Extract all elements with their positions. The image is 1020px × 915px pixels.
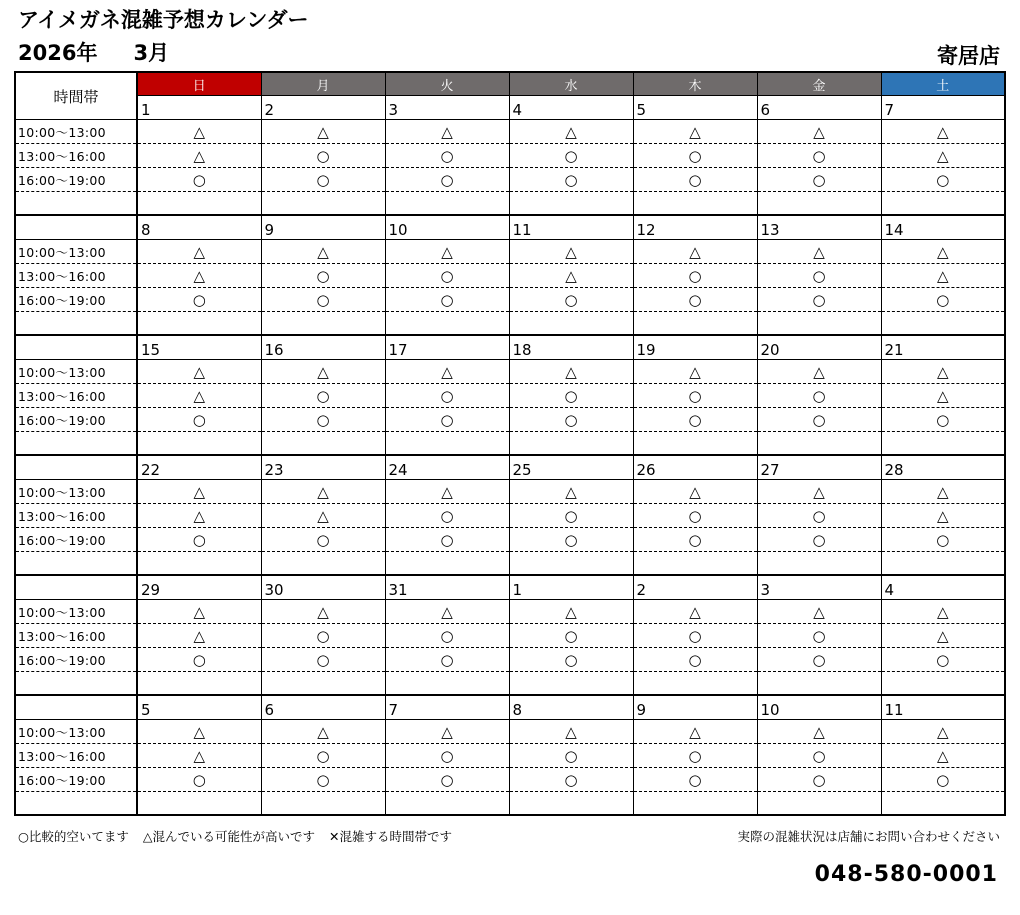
congestion-mark: △: [881, 600, 1005, 624]
congestion-mark: ○: [757, 288, 881, 312]
congestion-mark: ○: [261, 168, 385, 192]
time-slot-label: 13:00〜16:00: [15, 744, 137, 768]
congestion-mark: △: [509, 360, 633, 384]
weekday-header: 土: [881, 72, 1005, 96]
blank-cell: [137, 312, 261, 336]
congestion-mark: ○: [385, 168, 509, 192]
time-slot-label: 13:00〜16:00: [15, 624, 137, 648]
congestion-mark: △: [385, 360, 509, 384]
week-date-row: [15, 575, 1005, 600]
time-slot-row: [15, 408, 1005, 432]
blank-cell: [881, 432, 1005, 456]
date-cell: 1: [137, 96, 261, 120]
date-cell: 25: [509, 455, 633, 480]
congestion-mark: △: [385, 480, 509, 504]
page-title: アイメガネ混雑予想カレンダー: [18, 8, 309, 32]
month-label: 3月: [133, 41, 170, 65]
blank-cell: [385, 192, 509, 216]
congestion-mark: △: [633, 360, 757, 384]
date-cell: 28: [881, 455, 1005, 480]
congestion-mark: ○: [633, 528, 757, 552]
congestion-mark: ○: [633, 288, 757, 312]
congestion-mark: △: [881, 264, 1005, 288]
time-column-header: 時間帯: [15, 72, 137, 120]
blank-cell: [137, 792, 261, 816]
congestion-mark: ○: [385, 768, 509, 792]
congestion-mark: ○: [137, 288, 261, 312]
congestion-mark: ○: [757, 768, 881, 792]
congestion-mark: △: [509, 720, 633, 744]
blank-cell: [385, 312, 509, 336]
congestion-mark: △: [509, 480, 633, 504]
date-cell: 11: [881, 695, 1005, 720]
date-cell: 16: [261, 335, 385, 360]
congestion-mark: ○: [261, 648, 385, 672]
congestion-mark: ○: [261, 264, 385, 288]
time-slot-row: [15, 120, 1005, 144]
congestion-mark: △: [261, 720, 385, 744]
congestion-mark: △: [757, 360, 881, 384]
congestion-mark: △: [757, 120, 881, 144]
congestion-mark: △: [137, 744, 261, 768]
weekday-header: 水: [509, 72, 633, 96]
congestion-mark: △: [881, 480, 1005, 504]
time-blank-cell: [15, 695, 137, 720]
weekday-header: 火: [385, 72, 509, 96]
blank-cell: [633, 432, 757, 456]
date-cell: 8: [137, 215, 261, 240]
date-cell: 9: [261, 215, 385, 240]
congestion-mark: ○: [261, 384, 385, 408]
blank-cell: [385, 672, 509, 696]
congestion-mark: ○: [509, 168, 633, 192]
date-cell: 5: [633, 96, 757, 120]
date-cell: 10: [385, 215, 509, 240]
congestion-mark: ○: [633, 504, 757, 528]
blank-cell: [137, 432, 261, 456]
time-slot-row: [15, 744, 1005, 768]
congestion-mark: △: [261, 504, 385, 528]
congestion-mark: ○: [757, 144, 881, 168]
time-slot-label: 16:00〜19:00: [15, 288, 137, 312]
blank-cell: [509, 792, 633, 816]
time-slot-label: 13:00〜16:00: [15, 144, 137, 168]
congestion-mark: △: [137, 384, 261, 408]
weekday-header-row: [15, 72, 1005, 96]
time-slot-row: [15, 480, 1005, 504]
date-cell: 10: [757, 695, 881, 720]
congestion-mark: ○: [757, 624, 881, 648]
congestion-mark: △: [261, 120, 385, 144]
date-cell: 15: [137, 335, 261, 360]
blank-cell: [137, 672, 261, 696]
date-cell: 31: [385, 575, 509, 600]
blank-cell: [137, 552, 261, 576]
week-spacer-row: [15, 432, 1005, 456]
blank-cell: [633, 312, 757, 336]
congestion-mark: ○: [881, 168, 1005, 192]
date-cell: 2: [261, 96, 385, 120]
blank-cell: [633, 792, 757, 816]
congestion-mark: △: [137, 480, 261, 504]
congestion-mark: ○: [261, 288, 385, 312]
phone-number: 048-580-0001: [814, 862, 998, 887]
congestion-mark: ○: [757, 744, 881, 768]
time-slot-label: 16:00〜19:00: [15, 528, 137, 552]
congestion-mark: △: [509, 600, 633, 624]
week-spacer-row: [15, 192, 1005, 216]
date-cell: 30: [261, 575, 385, 600]
congestion-mark: ○: [509, 408, 633, 432]
congestion-mark: ○: [633, 264, 757, 288]
time-slot-row: [15, 288, 1005, 312]
blank-cell: [881, 192, 1005, 216]
weekday-header: 木: [633, 72, 757, 96]
date-cell: 18: [509, 335, 633, 360]
time-blank-cell: [15, 192, 137, 216]
time-blank-cell: [15, 335, 137, 360]
blank-cell: [261, 312, 385, 336]
date-cell: 6: [261, 695, 385, 720]
congestion-mark: ○: [137, 648, 261, 672]
blank-cell: [385, 432, 509, 456]
week-spacer-row: [15, 792, 1005, 816]
congestion-mark: △: [509, 120, 633, 144]
congestion-mark: ○: [385, 144, 509, 168]
date-cell: 6: [757, 96, 881, 120]
congestion-mark: ○: [509, 744, 633, 768]
congestion-mark: △: [137, 240, 261, 264]
date-cell: 21: [881, 335, 1005, 360]
date-cell: 9: [633, 695, 757, 720]
date-cell: 29: [137, 575, 261, 600]
congestion-mark: ○: [633, 408, 757, 432]
blank-cell: [757, 192, 881, 216]
blank-cell: [261, 552, 385, 576]
congestion-mark: ○: [137, 768, 261, 792]
congestion-mark: ○: [509, 144, 633, 168]
year-label: 2026年: [18, 41, 98, 65]
congestion-mark: ○: [757, 264, 881, 288]
time-slot-label: 16:00〜19:00: [15, 768, 137, 792]
blank-cell: [137, 192, 261, 216]
weekday-header: 金: [757, 72, 881, 96]
week-spacer-row: [15, 672, 1005, 696]
date-cell: 3: [385, 96, 509, 120]
congestion-mark: ○: [509, 288, 633, 312]
congestion-mark: △: [633, 480, 757, 504]
time-slot-row: [15, 264, 1005, 288]
congestion-mark: △: [385, 240, 509, 264]
congestion-mark: △: [881, 504, 1005, 528]
time-slot-label: 10:00〜13:00: [15, 120, 137, 144]
congestion-mark: △: [137, 720, 261, 744]
time-slot-row: [15, 648, 1005, 672]
legend: [18, 827, 462, 845]
time-slot-label: 10:00〜13:00: [15, 360, 137, 384]
congestion-mark: △: [881, 720, 1005, 744]
congestion-mark: ○: [881, 528, 1005, 552]
congestion-mark: ○: [757, 168, 881, 192]
date-cell: 7: [385, 695, 509, 720]
congestion-mark: ○: [881, 288, 1005, 312]
time-blank-cell: [15, 792, 137, 816]
congestion-mark: △: [137, 360, 261, 384]
time-blank-cell: [15, 312, 137, 336]
time-slot-label: 13:00〜16:00: [15, 504, 137, 528]
congestion-mark: △: [261, 600, 385, 624]
week-date-row: [15, 695, 1005, 720]
congestion-mark: ○: [633, 744, 757, 768]
time-slot-row: [15, 528, 1005, 552]
congestion-mark: △: [137, 504, 261, 528]
congestion-mark: △: [137, 120, 261, 144]
congestion-mark: ○: [385, 624, 509, 648]
congestion-mark: △: [261, 480, 385, 504]
date-cell: 3: [757, 575, 881, 600]
date-cell: 14: [881, 215, 1005, 240]
congestion-mark: △: [881, 120, 1005, 144]
blank-cell: [881, 672, 1005, 696]
congestion-mark: ○: [385, 384, 509, 408]
blank-cell: [633, 552, 757, 576]
blank-cell: [385, 552, 509, 576]
blank-cell: [633, 192, 757, 216]
congestion-mark: ○: [385, 408, 509, 432]
date-cell: 22: [137, 455, 261, 480]
congestion-mark: ○: [385, 528, 509, 552]
congestion-mark: △: [137, 144, 261, 168]
weekday-header: 月: [261, 72, 385, 96]
congestion-mark: △: [633, 120, 757, 144]
legend-item-likely-busy: △混んでいる可能性が高いです: [142, 829, 316, 844]
date-cell: 13: [757, 215, 881, 240]
week-date-row: [15, 96, 1005, 120]
date-cell: 8: [509, 695, 633, 720]
time-blank-cell: [15, 455, 137, 480]
congestion-mark: ○: [757, 504, 881, 528]
week-spacer-row: [15, 312, 1005, 336]
date-cell: 26: [633, 455, 757, 480]
congestion-mark: ○: [385, 648, 509, 672]
date-cell: 4: [509, 96, 633, 120]
congestion-mark: ○: [385, 744, 509, 768]
congestion-mark: ○: [385, 504, 509, 528]
time-slot-label: 10:00〜13:00: [15, 480, 137, 504]
date-cell: 19: [633, 335, 757, 360]
time-slot-row: [15, 360, 1005, 384]
time-slot-row: [15, 384, 1005, 408]
congestion-mark: ○: [261, 744, 385, 768]
congestion-mark: △: [261, 240, 385, 264]
time-slot-label: 16:00〜19:00: [15, 648, 137, 672]
congestion-mark: ○: [261, 144, 385, 168]
blank-cell: [881, 312, 1005, 336]
congestion-mark: △: [881, 240, 1005, 264]
blank-cell: [509, 312, 633, 336]
congestion-mark: △: [385, 720, 509, 744]
congestion-mark: ○: [509, 504, 633, 528]
time-slot-row: [15, 504, 1005, 528]
blank-cell: [261, 432, 385, 456]
congestion-mark: ○: [881, 408, 1005, 432]
week-date-row: [15, 455, 1005, 480]
blank-cell: [261, 792, 385, 816]
blank-cell: [509, 552, 633, 576]
congestion-mark: △: [757, 600, 881, 624]
congestion-mark: ○: [509, 648, 633, 672]
congestion-mark: ○: [137, 408, 261, 432]
congestion-mark: ○: [633, 624, 757, 648]
blank-cell: [881, 792, 1005, 816]
congestion-mark: ○: [261, 624, 385, 648]
congestion-mark: △: [137, 600, 261, 624]
congestion-mark: △: [509, 264, 633, 288]
date-cell: 20: [757, 335, 881, 360]
congestion-mark: △: [385, 120, 509, 144]
time-blank-cell: [15, 552, 137, 576]
congestion-mark: ○: [261, 528, 385, 552]
blank-cell: [509, 432, 633, 456]
congestion-mark: ○: [633, 768, 757, 792]
time-slot-row: [15, 720, 1005, 744]
date-cell: 2: [633, 575, 757, 600]
congestion-mark: △: [881, 144, 1005, 168]
congestion-mark: ○: [633, 384, 757, 408]
blank-cell: [757, 552, 881, 576]
congestion-mark: ○: [881, 768, 1005, 792]
time-blank-cell: [15, 575, 137, 600]
legend-item-available: ○比較的空いてます: [18, 829, 129, 844]
time-blank-cell: [15, 215, 137, 240]
blank-cell: [385, 792, 509, 816]
time-slot-row: [15, 768, 1005, 792]
date-cell: 11: [509, 215, 633, 240]
congestion-mark: △: [137, 264, 261, 288]
year-month: [18, 37, 169, 67]
time-blank-cell: [15, 432, 137, 456]
congestion-mark: ○: [633, 168, 757, 192]
congestion-mark: △: [881, 384, 1005, 408]
congestion-mark: △: [881, 744, 1005, 768]
time-slot-row: [15, 240, 1005, 264]
congestion-mark: ○: [385, 264, 509, 288]
congestion-mark: ○: [757, 528, 881, 552]
congestion-mark: △: [261, 360, 385, 384]
congestion-mark: ○: [261, 408, 385, 432]
time-slot-label: 10:00〜13:00: [15, 600, 137, 624]
congestion-mark: △: [137, 624, 261, 648]
congestion-mark: ○: [385, 288, 509, 312]
blank-cell: [757, 672, 881, 696]
date-cell: 17: [385, 335, 509, 360]
time-slot-label: 10:00〜13:00: [15, 720, 137, 744]
congestion-mark: ○: [633, 648, 757, 672]
time-slot-label: 13:00〜16:00: [15, 264, 137, 288]
congestion-mark: △: [757, 720, 881, 744]
congestion-mark: △: [757, 480, 881, 504]
date-cell: 27: [757, 455, 881, 480]
congestion-mark: ○: [509, 768, 633, 792]
time-slot-label: 10:00〜13:00: [15, 240, 137, 264]
date-cell: 5: [137, 695, 261, 720]
congestion-mark: ○: [881, 648, 1005, 672]
time-slot-row: [15, 600, 1005, 624]
congestion-mark: ○: [509, 528, 633, 552]
congestion-mark: △: [757, 240, 881, 264]
week-spacer-row: [15, 552, 1005, 576]
time-slot-label: 16:00〜19:00: [15, 168, 137, 192]
blank-cell: [509, 192, 633, 216]
time-slot-row: [15, 144, 1005, 168]
congestion-mark: ○: [509, 384, 633, 408]
congestion-mark: ○: [137, 168, 261, 192]
congestion-mark: ○: [757, 384, 881, 408]
weekday-header: 日: [137, 72, 261, 96]
blank-cell: [261, 672, 385, 696]
time-slot-label: 16:00〜19:00: [15, 408, 137, 432]
congestion-calendar: [14, 71, 1006, 816]
congestion-mark: ○: [509, 624, 633, 648]
blank-cell: [881, 552, 1005, 576]
blank-cell: [509, 672, 633, 696]
store-name: 寄居店: [937, 44, 1000, 68]
congestion-mark: ○: [757, 408, 881, 432]
date-cell: 12: [633, 215, 757, 240]
congestion-mark: ○: [137, 528, 261, 552]
legend-item-busy: ✕混雑する時間帯です: [329, 829, 452, 844]
time-slot-label: 13:00〜16:00: [15, 384, 137, 408]
congestion-mark: △: [633, 720, 757, 744]
congestion-mark: △: [633, 240, 757, 264]
blank-cell: [633, 672, 757, 696]
week-date-row: [15, 335, 1005, 360]
date-cell: 24: [385, 455, 509, 480]
date-cell: 1: [509, 575, 633, 600]
congestion-mark: ○: [261, 768, 385, 792]
congestion-mark: △: [881, 624, 1005, 648]
blank-cell: [757, 792, 881, 816]
time-blank-cell: [15, 672, 137, 696]
blank-cell: [757, 312, 881, 336]
date-cell: 7: [881, 96, 1005, 120]
time-slot-row: [15, 168, 1005, 192]
congestion-mark: △: [509, 240, 633, 264]
congestion-mark: △: [385, 600, 509, 624]
blank-cell: [757, 432, 881, 456]
date-cell: 4: [881, 575, 1005, 600]
date-cell: 23: [261, 455, 385, 480]
contact-note: 実際の混雑状況は店舗にお問い合わせください: [737, 829, 1000, 844]
blank-cell: [261, 192, 385, 216]
congestion-mark: △: [633, 600, 757, 624]
week-date-row: [15, 215, 1005, 240]
time-slot-row: [15, 624, 1005, 648]
congestion-mark: ○: [633, 144, 757, 168]
congestion-mark: △: [881, 360, 1005, 384]
congestion-mark: ○: [757, 648, 881, 672]
